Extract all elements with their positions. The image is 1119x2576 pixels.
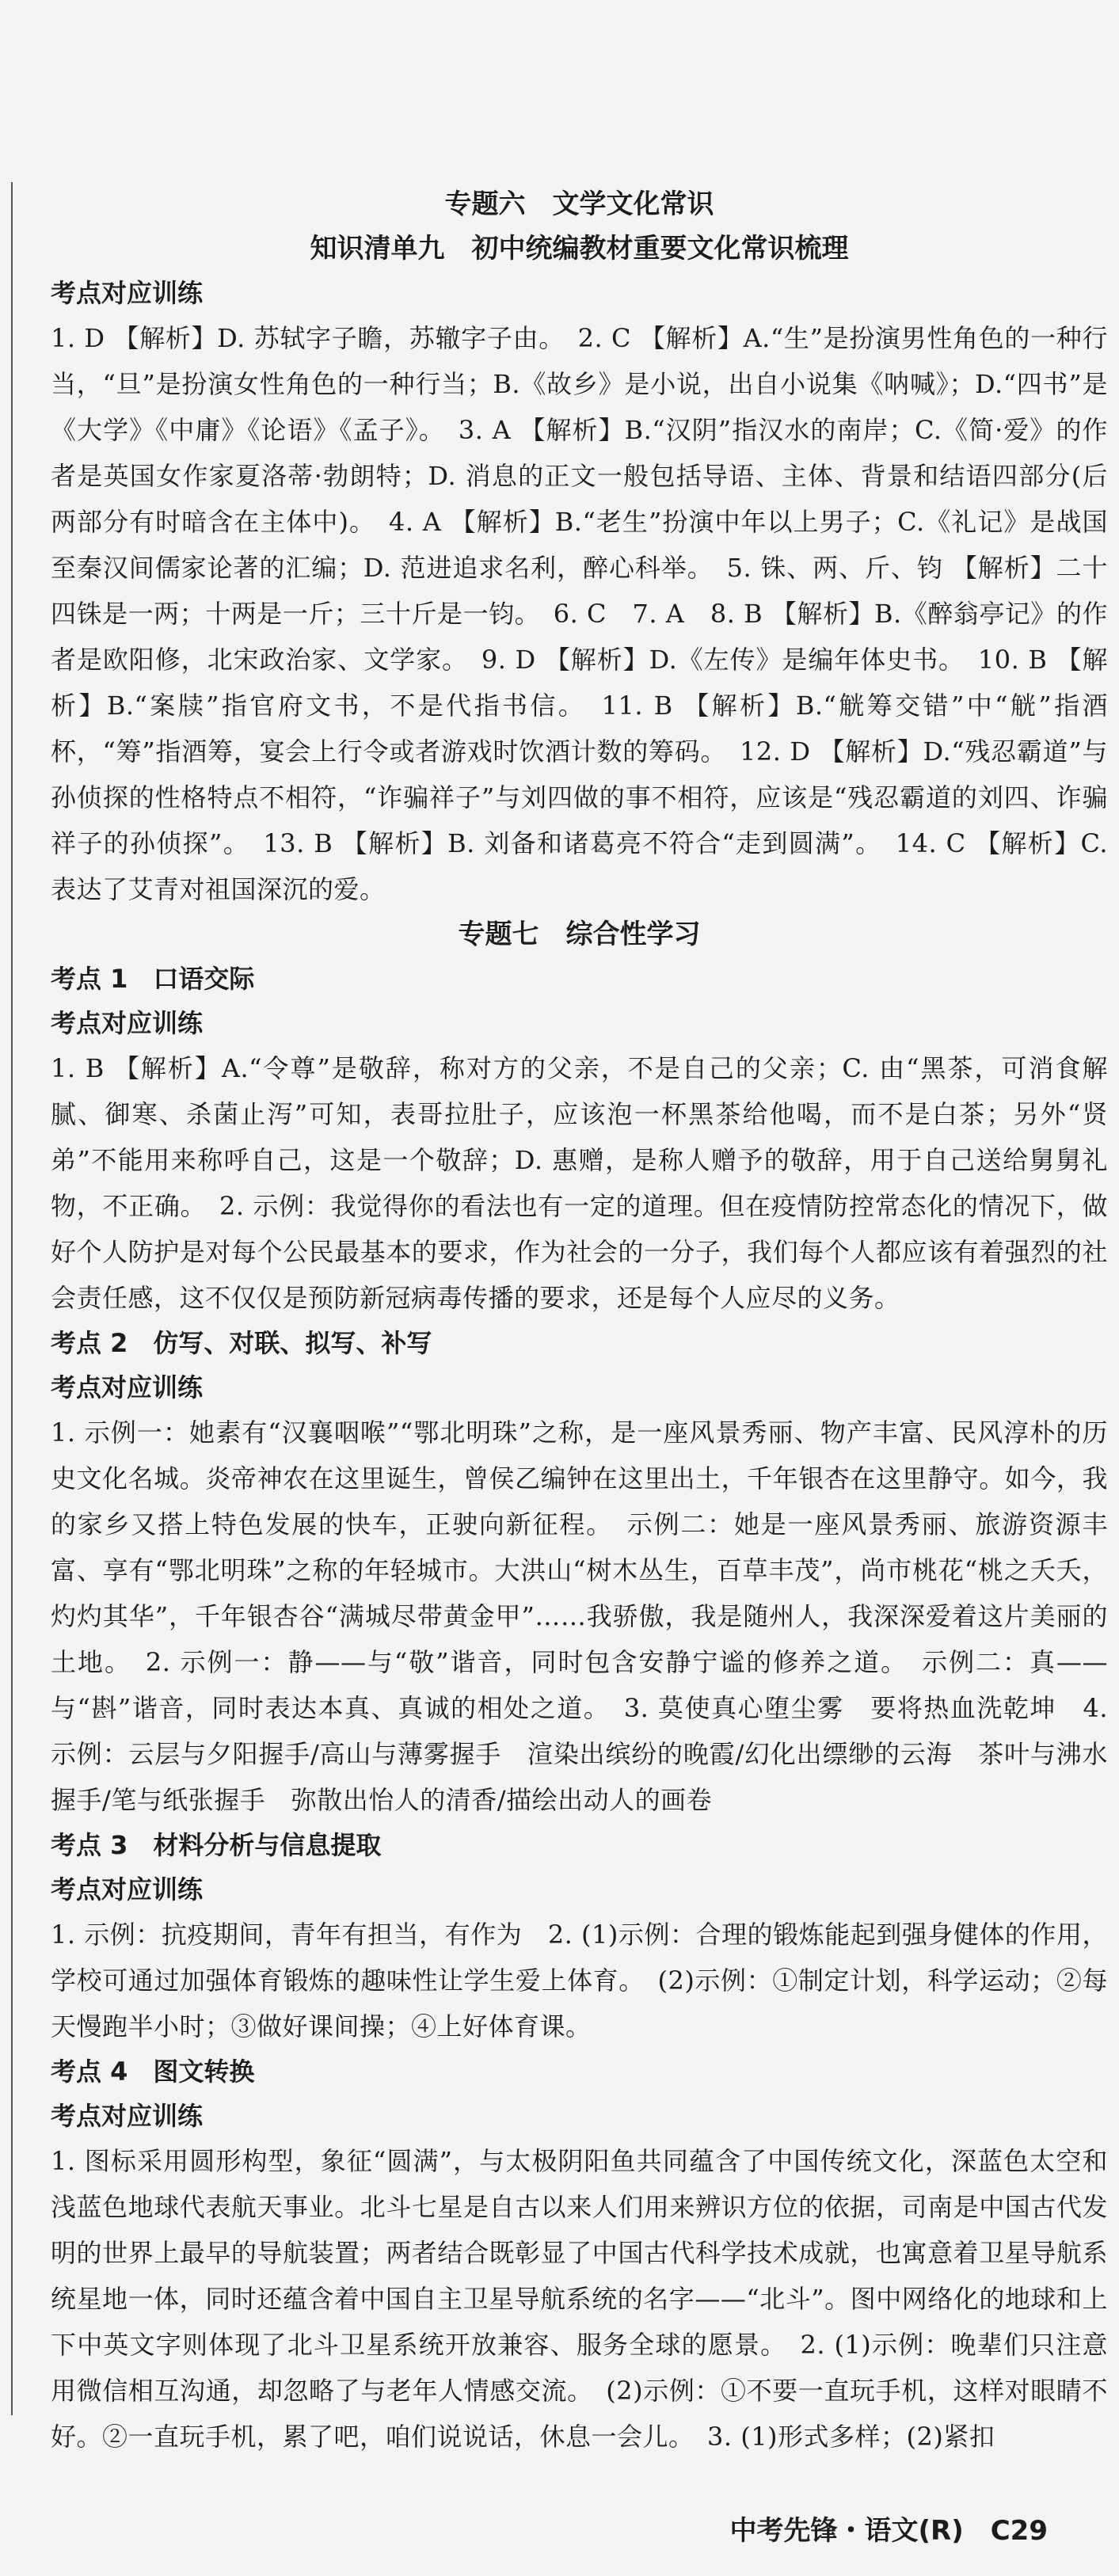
section-subheading: 考点对应训练 [51, 2101, 204, 2131]
section-title: 专题六 文学文化常识 [444, 188, 714, 220]
answer-paragraph: 1. B 【解析】A.“令尊”是敬辞，称对方的父亲，不是自己的父亲；C. 由“黑茶，可消食解腻、御寒、杀菌止泻”可知，表哥拉肚子，应该泡一杯黑茶给他喝，而不是白茶；另外“贤弟”不能用来称呼自己，这是一个敬辞；D. 惠赠，是称人赠予的敬辞，用于自己送给舅舅礼物，不正确。 2. 示例：我觉得你的看法也有一定的道理。但在疫情防控常态化的情况下，做好个人防护是对每个公民最基本的要求，作为社会的一分子，我们每个人都应该有着强烈的社会责任感，这不仅仅是预防新冠病毒传播的要求，还是每个人应尽的义务。 [51, 1053, 1108, 1313]
section-title: 专题七 综合性学习 [458, 919, 701, 950]
left-margin-rule [11, 182, 13, 2415]
answer-paragraph: 1. 示例：抗疫期间，青年有担当，有作为 2. (1)示例：合理的锻炼能起到强身健体的作用，学校可通过加强体育锻炼的趣味性让学生爱上体育。 (2)示例：①制定计划，科学运动；②每天慢跑半小时；③做好课间操；④上好体育课。 [51, 1920, 1108, 2041]
answer-paragraph: 1. 图标采用圆形构型，象征“圆满”，与太极阴阳鱼共同蕴含了中国传统文化，深蓝色太空和浅蓝色地球代表航天事业。北斗七星是自古以来人们用来辨识方位的依据，司南是中国古代发明的世界上最早的导航装置；两者结合既彰显了中国古代科学技术成就，也寓意着卫星导航系统星地一体，同时还蕴含着中国自主卫星导航系统的名字——“北斗”。图中网络化的地球和上下中英文字则体现了北斗卫星系统开放兼容、服务全球的愿景。 2. (1)示例：晚辈们只注意用微信相互沟通，却忽略了与老年人情感交流。 (2)示例：①不要一直玩手机，这样对眼睛不好。②一直玩手机，累了吧，咱们说说话，休息一会儿。 3. (1)形式多样；(2)紧扣 [51, 2146, 1108, 2452]
section-subheading: 考点 2 仿写、对联、拟写、补写 [51, 1328, 432, 1358]
section-subheading: 考点对应训练 [51, 1372, 204, 1402]
section-subheading: 考点对应训练 [51, 1874, 204, 1904]
answer-paragraph: 1. 示例一：她素有“汉襄咽喉”“鄂北明珠”之称，是一座风景秀丽、物产丰富、民风淳朴的历史文化名城。炎帝神农在这里诞生，曾侯乙编钟在这里出土，千年银杏在这里静守。如今，我的家乡又搭上特色发展的快车，正驶向新征程。 示例二：她是一座风景秀丽、旅游资源丰富、享有“鄂北明珠”之称的年轻城市。大洪山“树木丛生，百草丰茂”，尚市桃花“桃之夭夭，灼灼其华”，千年银杏谷“满城尽带黄金甲”……我骄傲，我是随州人，我深深爱着这片美丽的土地。 2. 示例一：静——与“敬”谐音，同时包含安静宁谧的修养之道。 示例二：真——与“斟”谐音，同时表达本真、真诚的相处之道。 3. 莫使真心堕尘雾 要将热血洗乾坤 4. 示例：云层与夕阳握手/高山与薄雾握手 渲染出缤纷的晚霞/幻化出缥缈的云海 茶叶与沸水握手/笔与纸张握手 弥散出怡人的清香/描绘出动人的画卷 [51, 1417, 1108, 1815]
section-title: 知识清单九 初中统编教材重要文化常识梳理 [310, 233, 849, 264]
section-subheading: 考点对应训练 [51, 1008, 204, 1038]
section-subheading: 考点对应训练 [51, 278, 204, 308]
page-footer: 中考先锋・语文(R) C29 [729, 2515, 1048, 2547]
answer-paragraph: 1. D 【解析】D. 苏轼字子瞻，苏辙字子由。 2. C 【解析】A.“生”是扮演男性角色的一种行当，“旦”是扮演女性角色的一种行当；B.《故乡》是小说，出自小说集《呐喊》；D.“四书”是《大学》《中庸》《论语》《孟子》。 3. A 【解析】B.“汉阴”指汉水的南岸；C.《简·爱》的作者是英国女作家夏洛蒂·勃朗特；D. 消息的正文一般包括导语、主体、背景和结语四部分(后两部分有时暗含在主体中)。 4. A 【解析】B.“老生”扮演中年以上男子；C.《礼记》是战国至秦汉间儒家论著的汇编；D. 范进追求名利，醉心科举。 5. 铢、两、斤、钧 【解析】二十四铢是一两；十两是一斤；三十斤是一钧。 6. C 7. A 8. B 【解析】B.《醉翁亭记》的作者是欧阳修，北宋政治家、文学家。 9. D 【解析】D.《左传》是编年体史书。 10. B 【解析】B.“案牍”指官府文书，不是代指书信。 11. B 【解析】B.“觥筹交错”中“觥”指酒杯，“筹”指酒筹，宴会上行令或者游戏时饮酒计数的筹码。 12. D 【解析】D.“残忍霸道”与孙侦探的性格特点不相符，“诈骗祥子”与刘四做的事不相符，应该是“残忍霸道的刘四、诈骗祥子的孙侦探”。 13. B 【解析】B. 刘备和诸葛亮不符合“走到圆满”。 14. C 【解析】C. 表达了艾青对祖国深沉的爱。 [51, 323, 1108, 904]
section-subheading: 考点 4 图文转换 [51, 2057, 255, 2087]
section-subheading: 考点 3 材料分析与信息提取 [51, 1830, 382, 1860]
section-subheading: 考点 1 口语交际 [51, 964, 255, 994]
answer-content [51, 182, 1108, 2460]
